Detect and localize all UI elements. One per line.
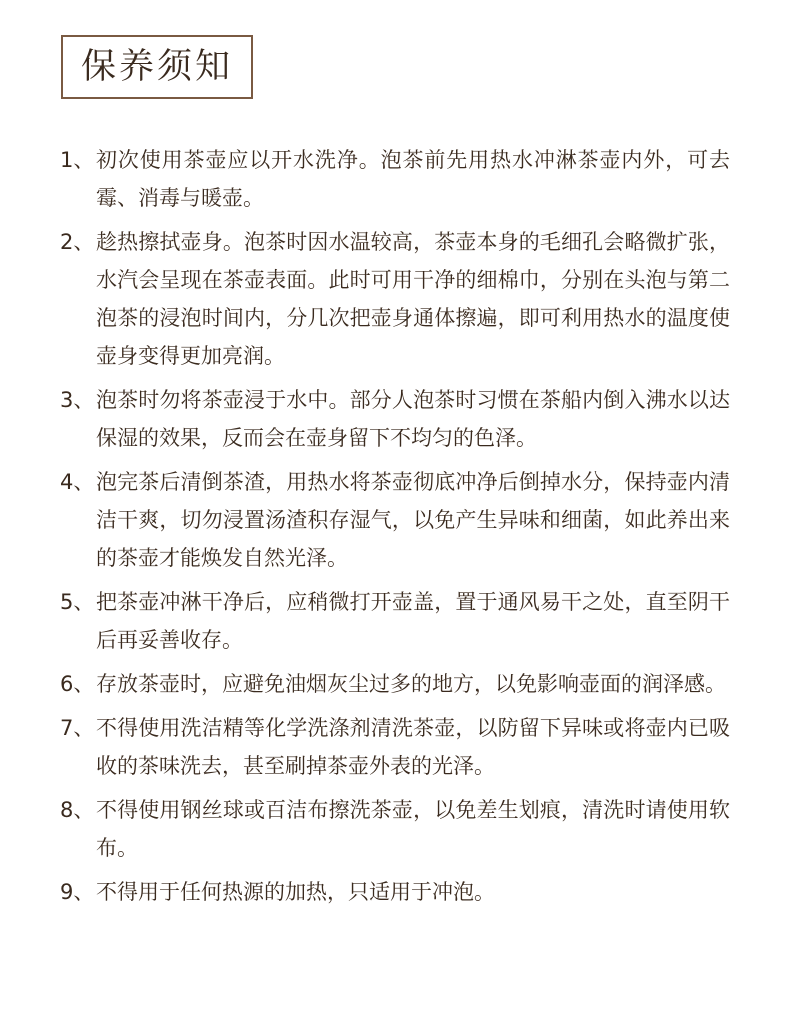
list-item: [60, 141, 730, 217]
item-text: 存放茶壶时，应避免油烟灰尘过多的地方，以免影响壶面的润泽感。: [96, 672, 726, 696]
item-text: 不得用于任何热源的加热，只适用于冲泡。: [96, 880, 495, 904]
item-text: 泡茶时勿将茶壶浸于水中。部分人泡茶时习惯在茶船内倒入沸水以达保湿的效果，反而会在壶身留下不均匀的色泽。: [96, 388, 730, 450]
page-title: 保养须知: [80, 46, 233, 87]
list-item: [60, 463, 730, 577]
title-box: [61, 35, 253, 99]
item-number: 5、: [60, 590, 95, 614]
list-item: [60, 665, 730, 703]
list-item: [60, 583, 730, 659]
list-item: [60, 873, 730, 911]
item-text: 不得使用洗洁精等化学洗涤剂清洗茶壶，以防留下异味或将壶内已吸收的茶味洗去，甚至刷掉茶壶外表的光泽。: [96, 716, 730, 778]
item-number: 8、: [60, 798, 95, 822]
item-number: 3、: [60, 388, 95, 412]
list-item: [60, 381, 730, 457]
item-text: 把茶壶冲淋干净后，应稍微打开壶盖，置于通风易干之处，直至阴干后再妥善收存。: [96, 590, 730, 652]
list-item: [60, 791, 730, 867]
care-notes-list: [60, 141, 730, 917]
item-number: 6、: [60, 672, 95, 696]
item-text: 不得使用钢丝球或百洁布擦洗茶壶，以免差生划痕，清洗时请使用软布。: [96, 798, 730, 860]
item-number: 4、: [60, 470, 95, 494]
list-item: [60, 709, 730, 785]
item-text: 趁热擦拭壶身。泡茶时因水温较高，茶壶本身的毛细孔会略微扩张，水汽会呈现在茶壶表面。此时可用干净的细棉巾，分别在头泡与第二泡茶的浸泡时间内，分几次把壶身通体擦遍，即可利用热水的温度使壶身变得更加亮润。: [96, 230, 730, 368]
item-text: 泡完茶后清倒茶渣，用热水将茶壶彻底冲净后倒掉水分，保持壶内清洁干爽，切勿浸置汤渣积存湿气，以免产生异味和细菌，如此养出来的茶壶才能焕发自然光泽。: [96, 470, 730, 570]
item-number: 2、: [60, 230, 95, 254]
item-text: 初次使用茶壶应以开水洗净。泡茶前先用热水冲淋茶壶内外，可去霉、消毒与暖壶。: [96, 148, 730, 210]
list-item: [60, 223, 730, 375]
item-number: 7、: [60, 716, 95, 740]
item-number: 9、: [60, 880, 95, 904]
item-number: 1、: [60, 148, 95, 172]
